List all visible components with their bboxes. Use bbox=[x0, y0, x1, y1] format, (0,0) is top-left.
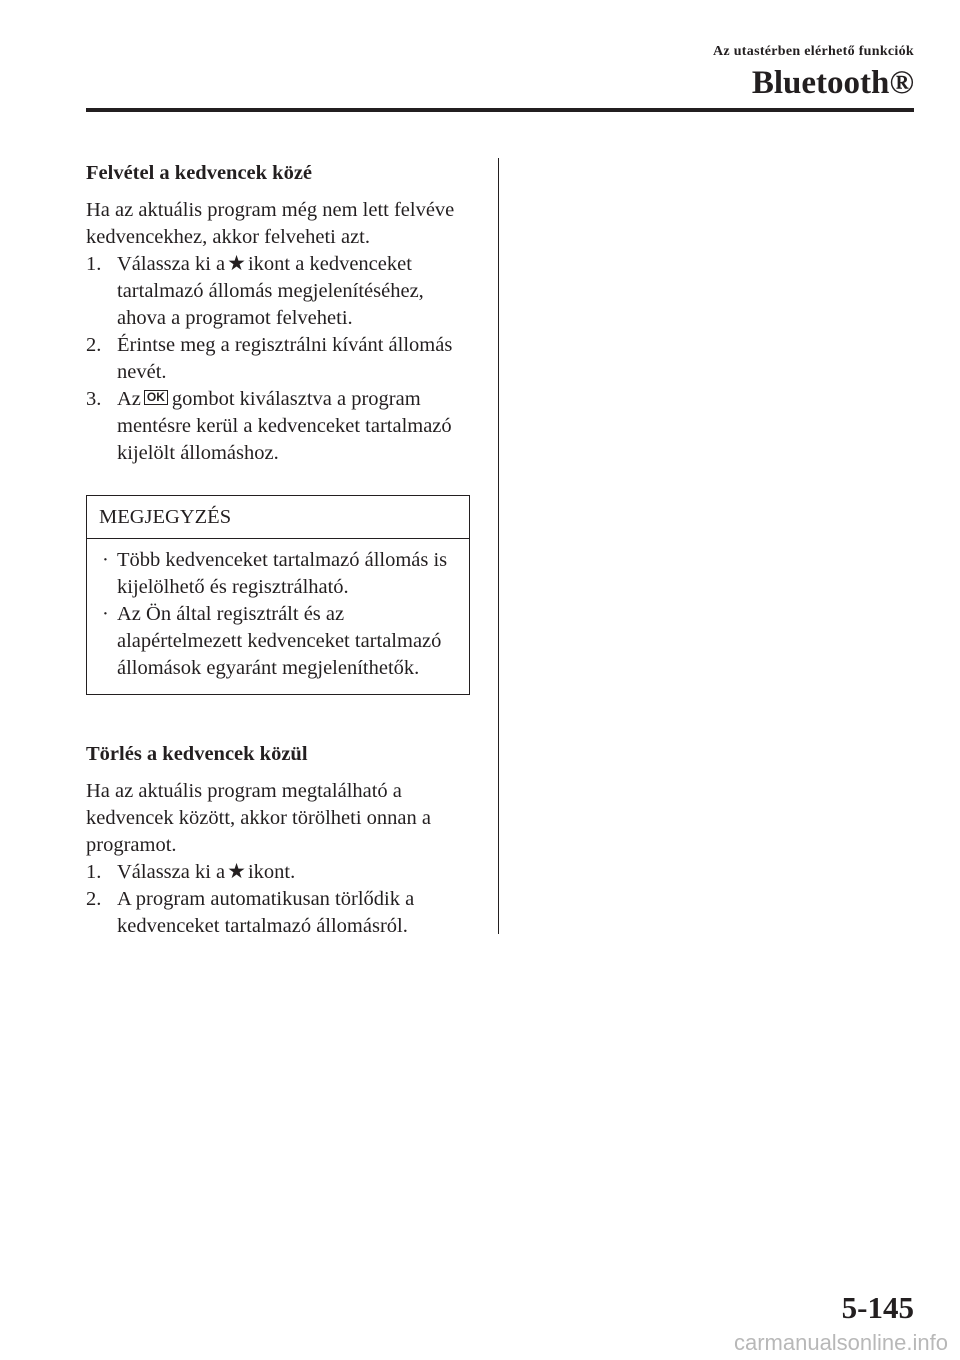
note-item bbox=[99, 547, 461, 601]
watermark: carmanualsonline.info bbox=[733, 1330, 948, 1355]
step-number: 2. bbox=[86, 888, 102, 910]
step-text: A program automatikusan törlődik a kedvenceket tartalmazó állomásról. bbox=[117, 888, 415, 937]
step-text-part: gombot kiválasztva a program mentésre kerül a kedvenceket tartalmazó kijelölt állomáshoz. bbox=[117, 388, 452, 464]
bullet-icon: · bbox=[102, 549, 109, 571]
step-number: 1. bbox=[86, 861, 102, 883]
step-number: 1. bbox=[86, 253, 102, 275]
step-text: Érintse meg a regisztrálni kívánt állomás nevét. bbox=[117, 334, 453, 383]
step-text bbox=[117, 251, 470, 332]
section-intro: Ha az aktuális program megtalálható a kedvencek között, akkor törölheti onnan a programot. bbox=[86, 780, 431, 856]
step-item bbox=[86, 886, 470, 940]
column-divider bbox=[498, 158, 499, 934]
steps-list bbox=[86, 859, 470, 940]
note-text: Az Ön által regisztrált és az alapértelmezett kedvenceket tartalmazó állomások egyaránt megjeleníthetők. bbox=[117, 603, 442, 679]
page-number: 5-145 bbox=[841, 1290, 914, 1325]
note-title: MEGJEGYZÉS bbox=[87, 496, 469, 539]
step-item bbox=[86, 859, 470, 886]
section-heading: Törlés a kedvencek közül bbox=[86, 743, 308, 765]
step-text-part: Válassza ki a bbox=[117, 253, 226, 275]
note-item bbox=[99, 601, 461, 682]
note-box bbox=[86, 495, 470, 695]
step-number: 3. bbox=[86, 388, 102, 410]
header-rule bbox=[86, 108, 914, 112]
star-icon: ★ bbox=[227, 859, 246, 883]
section-label: Az utastérben elérhető funkciók bbox=[713, 44, 914, 59]
step-text-part: ikont. bbox=[247, 861, 296, 883]
section-heading: Felvétel a kedvencek közé bbox=[86, 162, 313, 184]
step-text-part: Válassza ki a bbox=[117, 861, 226, 883]
bullet-icon: · bbox=[102, 603, 109, 625]
step-text-part: ikont a kedvenceket tartalmazó állomás megjelenítéséhez, ahova a programot felveheti. bbox=[117, 253, 424, 329]
chapter-title: Bluetooth® bbox=[751, 65, 914, 101]
section-add-favorites bbox=[86, 158, 470, 467]
note-text: Több kedvenceket tartalmazó állomás is kijelölhető és regisztrálható. bbox=[117, 549, 448, 598]
star-icon: ★ bbox=[227, 251, 246, 275]
note-body bbox=[87, 539, 469, 694]
section-intro: Ha az aktuális program még nem lett felvéve kedvencekhez, akkor felveheti azt. bbox=[86, 199, 455, 248]
left-column bbox=[86, 158, 470, 940]
step-item bbox=[86, 332, 470, 386]
step-text bbox=[117, 386, 470, 467]
step-text bbox=[117, 859, 470, 886]
step-number: 2. bbox=[86, 334, 102, 356]
section-remove-favorites bbox=[86, 739, 470, 940]
step-item bbox=[86, 386, 470, 467]
step-text-part: Az bbox=[117, 388, 141, 410]
ok-icon: OK bbox=[144, 390, 168, 405]
steps-list bbox=[86, 251, 470, 467]
step-item bbox=[86, 251, 470, 332]
